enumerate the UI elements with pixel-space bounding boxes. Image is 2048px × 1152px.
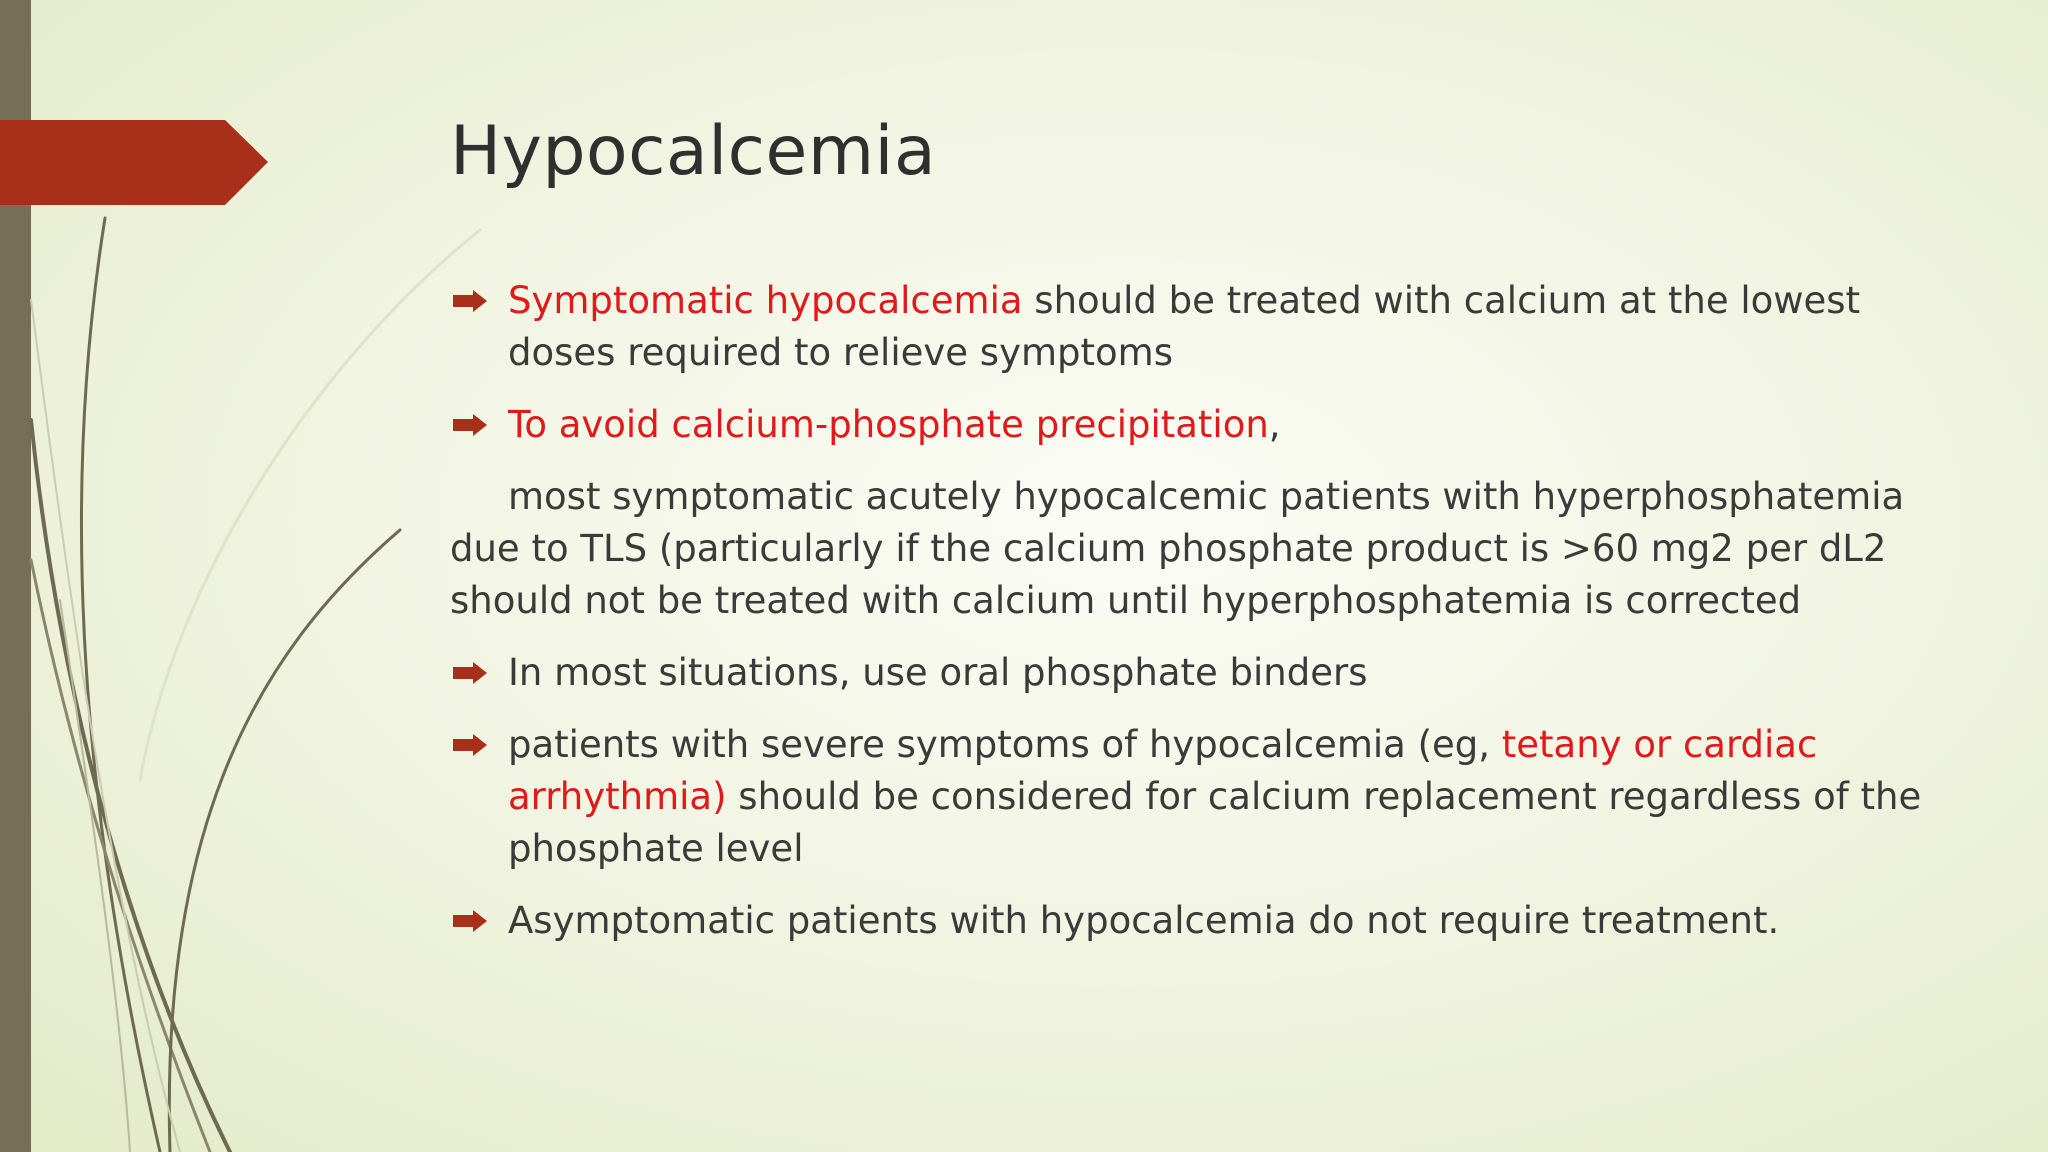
bullet-text: should be considered for calcium replacement regardless of the phosphate level [508,775,1922,870]
bullet-item [450,647,1930,699]
arrow-bullet-icon [453,290,487,312]
bullet-text: patients with severe symptoms of hypocalcemia (eg, [508,723,1502,766]
arrow-bullet-icon [453,910,487,932]
arrow-bullet-icon [453,662,487,684]
bullet-text: Asymptomatic patients with hypocalcemia do not require treatment. [508,899,1780,942]
slide-content [450,275,1930,967]
bullet-highlight: tetany or cardiac arrhythmia) [508,723,1818,818]
bullet-text: should be treated with calcium at the lowest doses required to relieve symptoms [508,279,1861,374]
bullet-highlight: To avoid calcium-phosphate precipitation [508,403,1269,446]
arrow-bullet-icon [453,414,487,436]
arrow-bullet-icon [453,734,487,756]
title-banner-arrow [0,120,268,205]
bullet-text: In most situations, use oral phosphate binders [508,651,1368,694]
bullet-item [450,895,1930,947]
bullet-text: , [1268,403,1281,446]
body-paragraph: most symptomatic acutely hypocalcemic patients with hyperphosphatemia due to TLS (particularly if the calcium phosphate product is >60 mg2 per dL2 should not be treated with calcium until hyperphosphatemia is corrected [450,475,1905,622]
bullet-highlight: Symptomatic hypocalcemia [508,279,1023,322]
slide-title: Hypocalcemia [450,112,937,191]
bullet-item [450,719,1930,875]
bullet-item [450,399,1930,451]
bullet-item [450,275,1930,379]
